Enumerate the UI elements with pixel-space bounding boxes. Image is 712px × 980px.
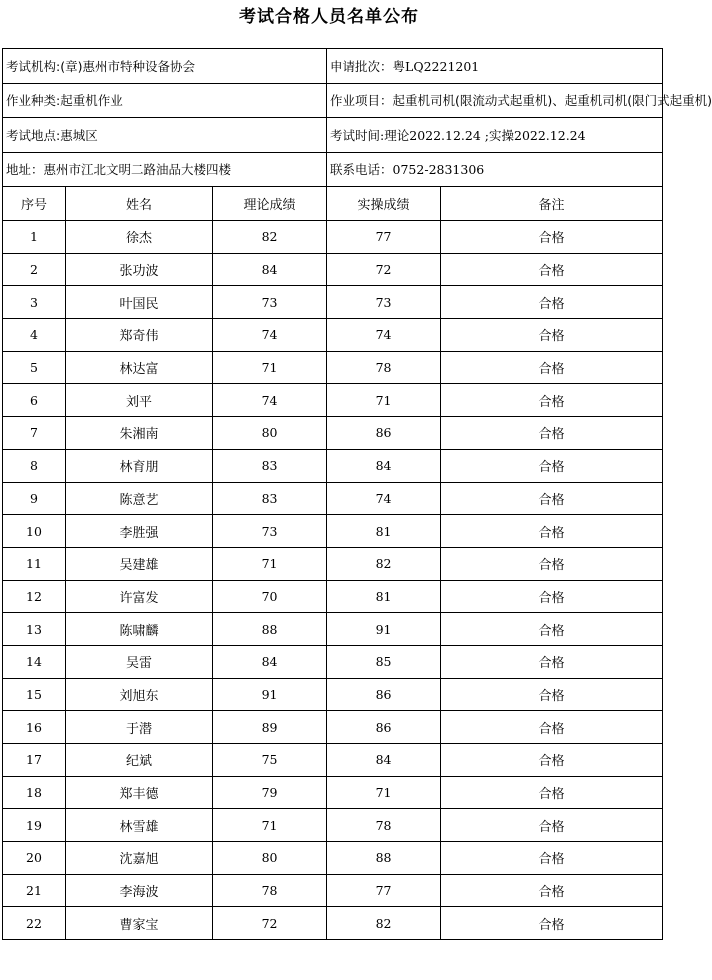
row-name: 刘平	[66, 384, 213, 417]
row-remark: 合格	[441, 547, 663, 580]
row-theory-score: 84	[213, 253, 327, 286]
row-remark: 合格	[441, 645, 663, 678]
row-remark: 合格	[441, 711, 663, 744]
row-practical-score: 77	[327, 221, 441, 254]
row-practical-score: 77	[327, 874, 441, 907]
table-row	[3, 613, 663, 646]
address: 地址：惠州市江北文明二路油品大楼四楼	[3, 152, 327, 187]
row-theory-score: 82	[213, 221, 327, 254]
row-no: 4	[3, 319, 66, 352]
row-theory-score: 78	[213, 874, 327, 907]
row-practical-score: 73	[327, 286, 441, 319]
exam-time: 考试时间:理论2022.12.24 ;实操2022.12.24	[327, 118, 663, 153]
row-practical-score: 91	[327, 613, 441, 646]
document-title: 考试合格人员名单公布	[239, 7, 419, 27]
table-row	[3, 253, 663, 286]
row-practical-score: 74	[327, 482, 441, 515]
row-theory-score: 88	[213, 613, 327, 646]
row-no: 2	[3, 253, 66, 286]
row-no: 11	[3, 547, 66, 580]
table-row	[3, 449, 663, 482]
header-name: 姓名	[66, 187, 213, 221]
info-row-org	[3, 49, 663, 84]
table-row	[3, 384, 663, 417]
row-remark: 合格	[441, 417, 663, 450]
row-name: 张功波	[66, 253, 213, 286]
info-row-address	[3, 152, 663, 187]
row-no: 17	[3, 744, 66, 777]
table-row	[3, 221, 663, 254]
row-name: 叶国民	[66, 286, 213, 319]
row-practical-score: 82	[327, 547, 441, 580]
table-row	[3, 711, 663, 744]
row-remark: 合格	[441, 351, 663, 384]
row-theory-score: 83	[213, 482, 327, 515]
row-theory-score: 84	[213, 645, 327, 678]
table-row	[3, 319, 663, 352]
row-name: 刘旭东	[66, 678, 213, 711]
row-practical-score: 74	[327, 319, 441, 352]
table-row	[3, 809, 663, 842]
row-theory-score: 71	[213, 809, 327, 842]
row-practical-score: 81	[327, 515, 441, 548]
row-remark: 合格	[441, 580, 663, 613]
table-row	[3, 744, 663, 777]
table-row	[3, 417, 663, 450]
table-row	[3, 547, 663, 580]
row-name: 朱湘南	[66, 417, 213, 450]
row-name: 吴建雄	[66, 547, 213, 580]
row-name: 陈意艺	[66, 482, 213, 515]
row-no: 7	[3, 417, 66, 450]
row-no: 13	[3, 613, 66, 646]
header-theory: 理论成绩	[213, 187, 327, 221]
row-no: 20	[3, 842, 66, 875]
row-no: 22	[3, 907, 66, 940]
exam-org: 考试机构:(章)惠州市特种设备协会	[3, 49, 327, 84]
row-practical-score: 86	[327, 711, 441, 744]
row-name: 沈嘉旭	[66, 842, 213, 875]
row-remark: 合格	[441, 678, 663, 711]
exam-location: 考试地点:惠城区	[3, 118, 327, 153]
row-remark: 合格	[441, 482, 663, 515]
row-theory-score: 83	[213, 449, 327, 482]
row-remark: 合格	[441, 286, 663, 319]
row-name: 曹家宝	[66, 907, 213, 940]
row-practical-score: 71	[327, 384, 441, 417]
row-remark: 合格	[441, 744, 663, 777]
header-no: 序号	[3, 187, 66, 221]
work-category: 作业种类:起重机作业	[3, 83, 327, 118]
row-name: 李海波	[66, 874, 213, 907]
row-theory-score: 80	[213, 842, 327, 875]
row-theory-score: 74	[213, 319, 327, 352]
row-practical-score: 71	[327, 776, 441, 809]
table-row	[3, 286, 663, 319]
row-name: 林育朋	[66, 449, 213, 482]
row-theory-score: 79	[213, 776, 327, 809]
table-row	[3, 776, 663, 809]
results-table-body	[3, 49, 712, 940]
row-no: 15	[3, 678, 66, 711]
row-name: 林雪雄	[66, 809, 213, 842]
row-practical-score: 88	[327, 842, 441, 875]
row-name: 许富发	[66, 580, 213, 613]
row-name: 林达富	[66, 351, 213, 384]
row-theory-score: 72	[213, 907, 327, 940]
table-row	[3, 482, 663, 515]
row-name: 纪斌	[66, 744, 213, 777]
row-no: 21	[3, 874, 66, 907]
table-row	[3, 678, 663, 711]
row-no: 9	[3, 482, 66, 515]
row-remark: 合格	[441, 842, 663, 875]
row-remark: 合格	[441, 874, 663, 907]
row-no: 12	[3, 580, 66, 613]
table-row	[3, 515, 663, 548]
row-no: 18	[3, 776, 66, 809]
row-remark: 合格	[441, 384, 663, 417]
row-practical-score: 78	[327, 351, 441, 384]
table-row	[3, 842, 663, 875]
row-practical-score: 86	[327, 417, 441, 450]
row-no: 10	[3, 515, 66, 548]
row-theory-score: 80	[213, 417, 327, 450]
row-remark: 合格	[441, 449, 663, 482]
row-name: 吴雷	[66, 645, 213, 678]
row-no: 16	[3, 711, 66, 744]
row-remark: 合格	[441, 907, 663, 940]
row-theory-score: 74	[213, 384, 327, 417]
row-name: 于潜	[66, 711, 213, 744]
row-no: 19	[3, 809, 66, 842]
row-remark: 合格	[441, 319, 663, 352]
application-batch: 申请批次：粤LQ2221201	[327, 49, 663, 84]
row-remark: 合格	[441, 253, 663, 286]
row-name: 徐杰	[66, 221, 213, 254]
row-theory-score: 75	[213, 744, 327, 777]
work-project: 作业项目：起重机司机(限流动式起重机)、起重机司机(限门式起重机)	[327, 83, 663, 118]
row-theory-score: 89	[213, 711, 327, 744]
info-row-location	[3, 118, 663, 153]
row-theory-score: 73	[213, 286, 327, 319]
info-row-category	[3, 83, 663, 118]
table-row	[3, 907, 663, 940]
row-practical-score: 84	[327, 449, 441, 482]
row-practical-score: 81	[327, 580, 441, 613]
row-remark: 合格	[441, 809, 663, 842]
header-practical: 实操成绩	[327, 187, 441, 221]
row-remark: 合格	[441, 515, 663, 548]
row-practical-score: 84	[327, 744, 441, 777]
row-theory-score: 71	[213, 351, 327, 384]
table-row	[3, 645, 663, 678]
row-no: 5	[3, 351, 66, 384]
table-header-row	[3, 187, 663, 221]
row-practical-score: 85	[327, 645, 441, 678]
row-name: 郑奇伟	[66, 319, 213, 352]
row-theory-score: 91	[213, 678, 327, 711]
row-remark: 合格	[441, 221, 663, 254]
contact-phone: 联系电话：0752-2831306	[327, 152, 663, 187]
table-row	[3, 580, 663, 613]
row-remark: 合格	[441, 613, 663, 646]
row-practical-score: 82	[327, 907, 441, 940]
row-theory-score: 71	[213, 547, 327, 580]
row-name: 李胜强	[66, 515, 213, 548]
table-row	[3, 874, 663, 907]
row-theory-score: 70	[213, 580, 327, 613]
row-practical-score: 72	[327, 253, 441, 286]
row-practical-score: 78	[327, 809, 441, 842]
table-row	[3, 351, 663, 384]
header-remark: 备注	[441, 187, 663, 221]
row-theory-score: 73	[213, 515, 327, 548]
row-name: 郑丰德	[66, 776, 213, 809]
row-no: 8	[3, 449, 66, 482]
row-no: 3	[3, 286, 66, 319]
row-no: 14	[3, 645, 66, 678]
row-no: 1	[3, 221, 66, 254]
row-practical-score: 86	[327, 678, 441, 711]
row-name: 陈啸麟	[66, 613, 213, 646]
row-no: 6	[3, 384, 66, 417]
results-table	[2, 48, 712, 940]
row-remark: 合格	[441, 776, 663, 809]
